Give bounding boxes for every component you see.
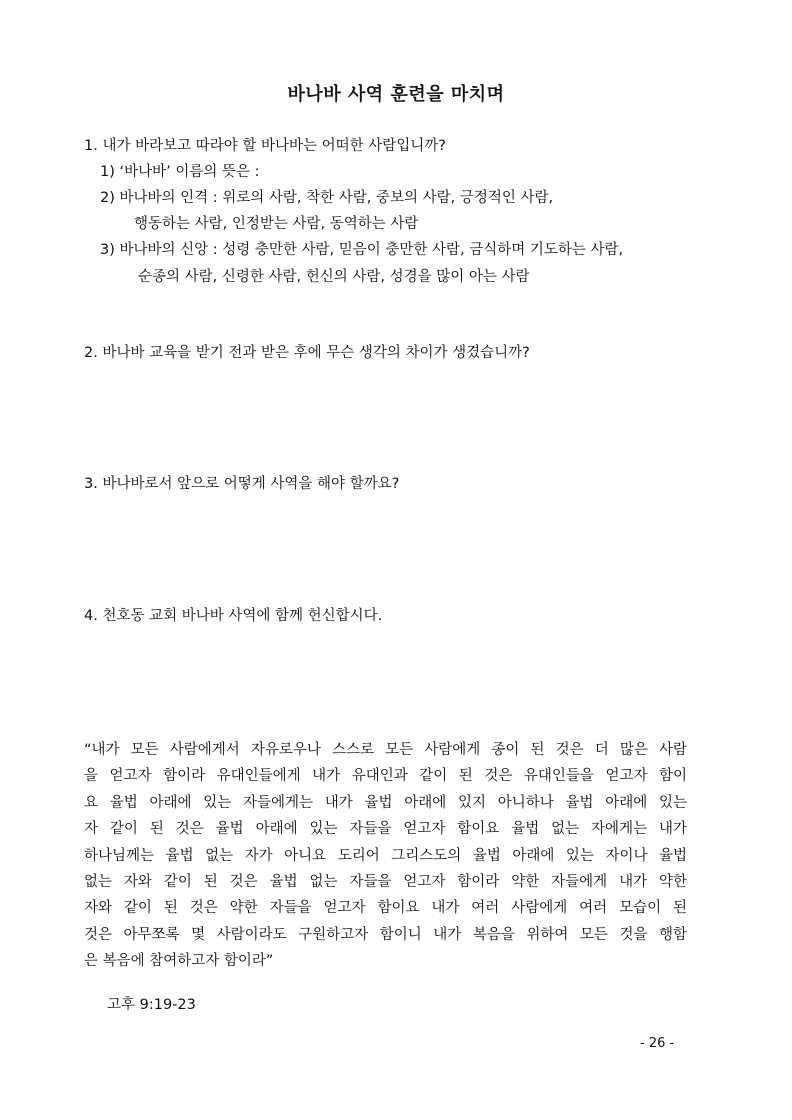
page-title: 바나바 사역 훈련을 마치며 (287, 84, 505, 105)
question-3: 3. 바나바로서 앞으로 어떻게 사역을 해야 할까요? (84, 476, 400, 492)
quote-line: 없는 자와 같이 된 것은 율법 없는 자들을 얻고자 함이라 약한 자들에게 내가 약한 (84, 874, 687, 891)
question-2: 2. 바나바 교육을 받기 전과 받은 후에 무슨 생각의 차이가 생겼습니까? (84, 345, 530, 361)
scripture-reference: 고후 9:19-23 (107, 997, 196, 1013)
quote-line: 을 얻고자 함이라 유대인들에게 내가 유대인과 같이 된 것은 유대인들을 얻고자 함이 (84, 768, 687, 785)
scripture-quote (84, 737, 687, 975)
quote-line: 자와 같이 된 것은 약한 자들을 얻고자 함이요 내가 여러 사람에게 여러 모습이 된 (84, 900, 687, 917)
question-1-sub-2: 2) 바나바의 인격 : 위로의 사람, 착한 사람, 중보의 사람, 긍정적인 사람, (100, 190, 554, 206)
question-1-sub-3-continued: 순종의 사람, 신령한 사람, 헌신의 사람, 성경을 많이 아는 사람 (138, 269, 530, 285)
question-4: 4. 천호동 교회 바나바 사역에 함께 헌신합시다. (84, 608, 383, 624)
question-1: 1. 내가 바라보고 따라야 할 바나바는 어떠한 사람입니까? (84, 138, 446, 154)
quote-line: 요 율법 아래에 있는 자들에게는 내가 율법 아래에 있지 아니하나 율법 아래에 있는 (84, 794, 687, 811)
question-1-sub-1: 1) ‘바나바’ 이름의 뜻은 : (100, 164, 260, 180)
quote-line: 자 같이 된 것은 율법 아래에 있는 자들을 얻고자 함이요 율법 없는 자에게는 내가 (84, 821, 687, 838)
quote-line: 은 복음에 참여하고자 함이라” (84, 953, 274, 970)
question-1-sub-2-continued: 행동하는 사람, 인정받는 사람, 동역하는 사람 (134, 216, 419, 232)
page-number: - 26 - (640, 1036, 675, 1051)
quote-line: 하나님께는 율법 없는 자가 아니요 도리어 그리스도의 율법 아래에 있는 자이나 율법 (84, 847, 687, 864)
quote-line: “내가 모든 사람에게서 자유로우나 스스로 모든 사람에게 종이 된 것은 더 많은 사람 (84, 742, 687, 758)
question-1-sub-3: 3) 바나바의 신앙 : 성령 충만한 사람, 믿음이 충만한 사람, 금식하며 기도하는 사람, (100, 242, 624, 258)
quote-line: 것은 아무쪼록 몇 사람이라도 구원하고자 함이니 내가 복음을 위하여 모든 것을 행함 (84, 926, 687, 943)
